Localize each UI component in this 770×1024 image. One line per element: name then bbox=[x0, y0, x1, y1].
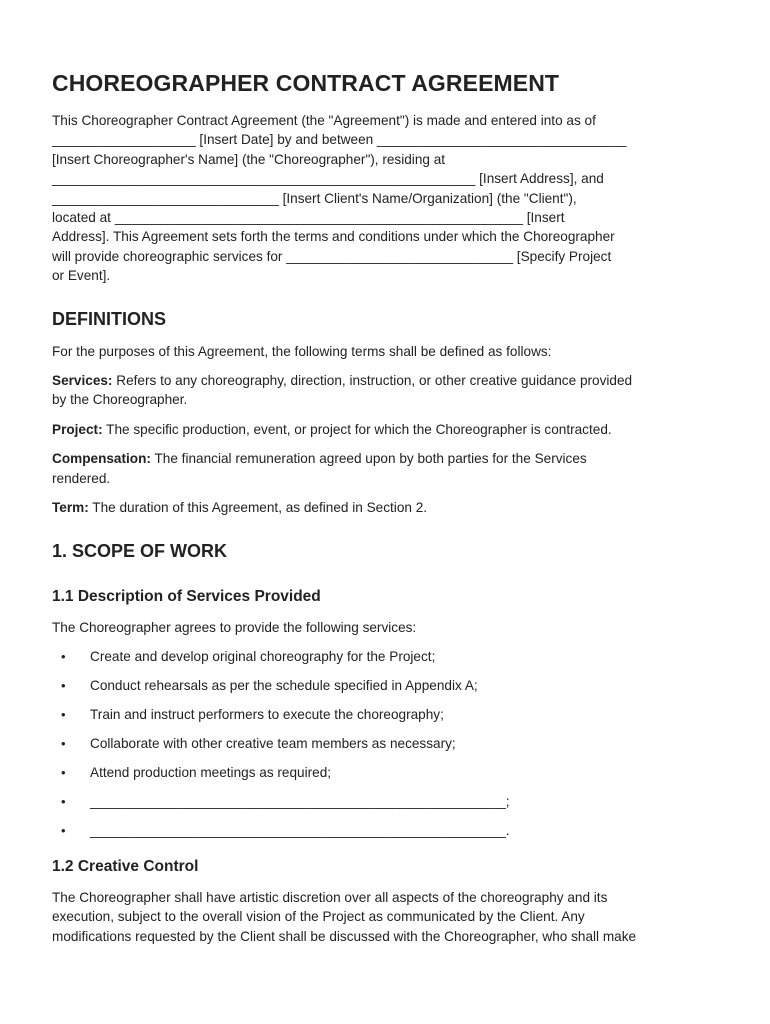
list-item bbox=[52, 734, 718, 763]
intro-line: This Choreographer Contract Agreement (the "Agreement") is made and entered into as of bbox=[52, 113, 596, 128]
list-item bbox=[52, 705, 718, 734]
list-item-text: Attend production meetings as required; bbox=[90, 764, 332, 780]
services-subheading: 1.1 Description of Services Provided bbox=[52, 587, 321, 605]
list-item-blank bbox=[52, 792, 718, 821]
definition-text: The financial remuneration agreed upon by both parties for the Services bbox=[154, 451, 587, 467]
intro-line: ___________________ [Insert Date] by and between _________________________________ bbox=[52, 132, 627, 148]
document-title: CHOREOGRAPHER CONTRACT AGREEMENT bbox=[52, 70, 560, 96]
list-item-text: Collaborate with other creative team members as necessary; bbox=[90, 735, 456, 751]
definition-compensation bbox=[52, 449, 722, 488]
definition-term: Project: bbox=[52, 421, 103, 437]
bullet-icon: • bbox=[61, 764, 66, 780]
list-item-text: Create and develop original choreography for the Project; bbox=[90, 648, 436, 664]
definition-text: by the Choreographer. bbox=[52, 392, 188, 408]
intro-line: ________________________________________________________ [Insert Address], and bbox=[52, 171, 604, 187]
creative-control-line: The Choreographer shall have artistic discretion over all aspects of the choreography and its bbox=[52, 889, 608, 905]
creative-control-line: modifications requested by the Client shall be discussed with the Choreographer, who shall make bbox=[52, 928, 637, 944]
definition-term-entry bbox=[52, 498, 722, 517]
creative-control-line: execution, subject to the overall vision of the Project as communicated by the Client. Any bbox=[52, 909, 585, 925]
list-item-text: Conduct rehearsals as per the schedule specified in Appendix A; bbox=[90, 677, 478, 693]
list-item-blank bbox=[52, 821, 718, 850]
bullet-icon: • bbox=[61, 677, 66, 693]
list-item-text: _______________________________________________________; bbox=[90, 793, 510, 809]
definition-term: Services: bbox=[52, 373, 113, 389]
list-item bbox=[52, 763, 718, 792]
definition-term: Term: bbox=[52, 500, 89, 516]
bullet-icon: • bbox=[61, 706, 66, 722]
creative-control-paragraph bbox=[52, 888, 722, 946]
intro-line: located at ______________________________________________________ [Insert bbox=[52, 210, 565, 226]
bullet-icon: • bbox=[61, 735, 66, 751]
intro-line: [Insert Choreographer's Name] (the "Choreographer"), residing at bbox=[52, 151, 446, 167]
services-list bbox=[52, 647, 718, 850]
bullet-icon: • bbox=[61, 793, 66, 809]
definition-services bbox=[52, 371, 722, 410]
list-item-text: Train and instruct performers to execute the choreography; bbox=[90, 706, 444, 722]
definition-text: The duration of this Agreement, as defined in Section 2. bbox=[92, 500, 428, 516]
bullet-icon: • bbox=[61, 648, 66, 664]
definition-text: rendered. bbox=[52, 470, 111, 486]
services-lead: The Choreographer agrees to provide the following services: bbox=[52, 619, 417, 635]
definitions-heading: DEFINITIONS bbox=[52, 308, 167, 329]
creative-control-subheading: 1.2 Creative Control bbox=[52, 857, 199, 875]
definition-project bbox=[52, 420, 722, 439]
intro-paragraph bbox=[52, 111, 712, 286]
definition-term: Compensation: bbox=[52, 451, 151, 467]
intro-line: will provide choreographic services for ______________________________ [Specify Project bbox=[52, 248, 612, 264]
list-item bbox=[52, 676, 718, 705]
scope-heading: 1. SCOPE OF WORK bbox=[52, 540, 228, 561]
list-item bbox=[52, 647, 718, 676]
definition-text: The specific production, event, or project for which the Choreographer is contracted. bbox=[106, 421, 612, 437]
intro-line: ______________________________ [Insert Client's Name/Organization] (the "Client"), bbox=[52, 190, 577, 206]
intro-line: or Event]. bbox=[52, 268, 111, 284]
intro-line: Address]. This Agreement sets forth the terms and conditions under which the Choreographer bbox=[52, 229, 615, 245]
definitions-lead: For the purposes of this Agreement, the following terms shall be defined as follows: bbox=[52, 343, 552, 359]
list-item-text: _______________________________________________________. bbox=[90, 822, 510, 838]
bullet-icon: • bbox=[61, 822, 66, 838]
definition-text: Refers to any choreography, direction, instruction, or other creative guidance provided bbox=[116, 373, 633, 389]
